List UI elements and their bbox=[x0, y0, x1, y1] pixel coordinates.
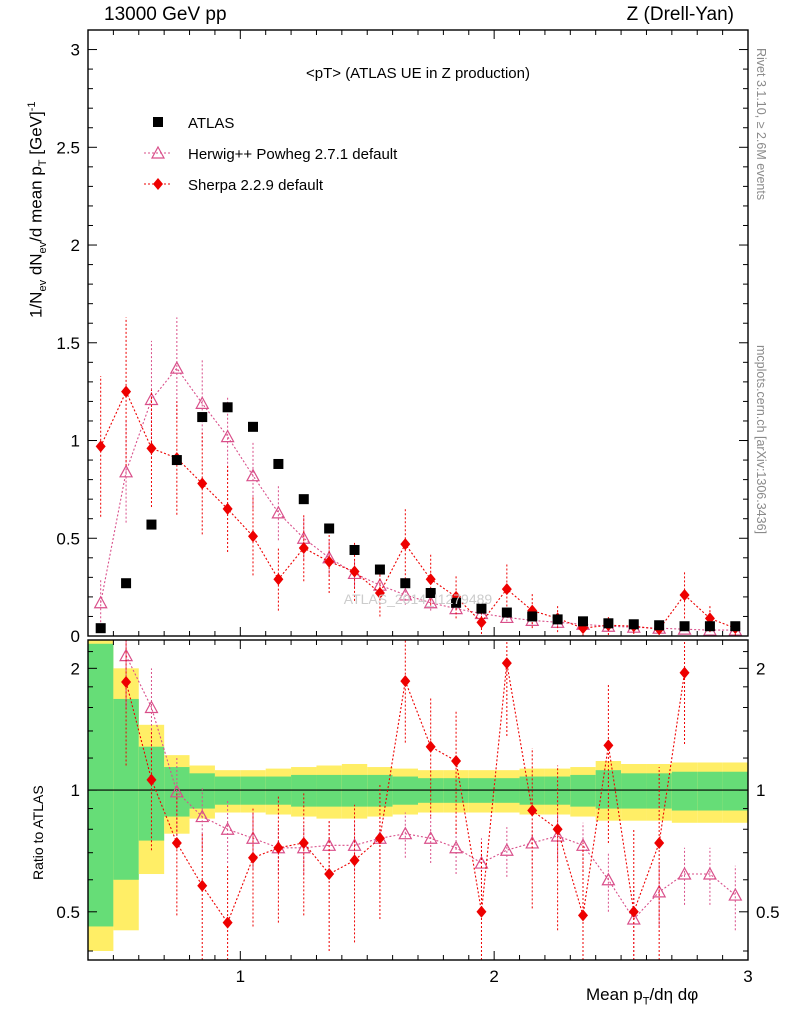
data-marker-diamond bbox=[273, 573, 283, 585]
header-left: 13000 GeV pp bbox=[104, 4, 227, 25]
watermark: ATLAS_2014_I1279489 bbox=[343, 591, 493, 607]
data-marker-diamond bbox=[502, 657, 512, 669]
data-marker-diamond bbox=[400, 675, 410, 687]
data-marker-square bbox=[629, 619, 639, 629]
data-marker-diamond bbox=[680, 667, 690, 679]
data-marker-diamond bbox=[172, 837, 182, 849]
data-marker-triangle bbox=[222, 431, 234, 442]
data-marker-square bbox=[172, 455, 182, 465]
data-marker-triangle bbox=[729, 889, 741, 900]
data-marker-square bbox=[153, 117, 163, 127]
data-marker-diamond bbox=[680, 589, 690, 601]
data-marker-square bbox=[299, 494, 309, 504]
data-marker-diamond bbox=[153, 178, 163, 190]
data-marker-diamond bbox=[426, 741, 436, 753]
data-marker-square bbox=[375, 565, 385, 575]
legend-label-herwig: Herwig++ Powheg 2.7.1 default bbox=[188, 146, 398, 163]
x-tick-label: 1 bbox=[235, 967, 246, 986]
y-tick-label: 0.5 bbox=[56, 529, 80, 549]
ratio-band-inner bbox=[113, 699, 138, 880]
ratio-band-inner bbox=[316, 775, 341, 807]
data-marker-square bbox=[603, 618, 613, 628]
ratio-y-tick-label: 1 bbox=[70, 781, 80, 801]
x-tick-label: 2 bbox=[489, 967, 499, 986]
data-marker-diamond bbox=[603, 739, 613, 751]
ratio-band-inner bbox=[88, 644, 113, 927]
data-marker-square bbox=[502, 608, 512, 618]
data-marker-diamond bbox=[426, 573, 436, 585]
data-marker-square bbox=[223, 402, 233, 412]
data-marker-diamond bbox=[248, 852, 258, 864]
data-marker-diamond bbox=[476, 906, 486, 918]
ratio-band-inner bbox=[570, 775, 595, 807]
data-marker-triangle bbox=[323, 839, 335, 850]
main-panel-frame bbox=[88, 30, 748, 636]
x-axis-label: Mean $p_T/d\eta$ dφ bbox=[586, 985, 699, 1008]
data-marker-diamond bbox=[223, 917, 233, 929]
y-tick-label: 2.5 bbox=[56, 138, 80, 158]
data-marker-diamond bbox=[553, 823, 563, 835]
ratio-y-tick-label-right: 0.5 bbox=[756, 902, 780, 922]
data-marker-square bbox=[654, 620, 664, 630]
data-marker-diamond bbox=[96, 440, 106, 452]
legend-label-atlas: ATLAS bbox=[188, 115, 235, 132]
data-marker-square bbox=[121, 578, 131, 588]
data-marker-square bbox=[730, 621, 740, 631]
ratio-band-inner bbox=[697, 772, 722, 811]
data-marker-square bbox=[553, 614, 563, 624]
ratio-y-tick-label-right: 2 bbox=[756, 659, 766, 679]
data-marker-square bbox=[578, 616, 588, 626]
data-marker-triangle bbox=[577, 839, 589, 850]
ratio-band-inner bbox=[621, 773, 646, 808]
data-marker-square bbox=[527, 611, 537, 621]
data-marker-square bbox=[273, 459, 283, 469]
x-tick-label: 3 bbox=[743, 967, 753, 986]
data-marker-diamond bbox=[273, 842, 283, 854]
data-marker-square bbox=[248, 422, 258, 432]
legend-label-sherpa: Sherpa 2.2.9 default bbox=[188, 177, 324, 194]
data-marker-square bbox=[324, 523, 334, 533]
data-marker-diamond bbox=[400, 538, 410, 550]
mcplots-label: mcplots.cern.ch [arXiv:1306.3436] bbox=[754, 345, 768, 534]
ratio-band-inner bbox=[190, 773, 215, 808]
data-marker-diamond bbox=[375, 832, 385, 844]
data-marker-diamond bbox=[578, 909, 588, 921]
data-marker-square bbox=[197, 412, 207, 422]
data-marker-square bbox=[400, 578, 410, 588]
data-marker-square bbox=[705, 621, 715, 631]
data-marker-diamond bbox=[451, 755, 461, 767]
data-marker-square bbox=[146, 520, 156, 530]
ratio-y-axis-label: Ratio to ATLAS bbox=[30, 785, 46, 880]
header-right: Z (Drell-Yan) bbox=[626, 4, 734, 25]
ratio-y-tick-label: 0.5 bbox=[56, 902, 80, 922]
data-marker-diamond bbox=[350, 854, 360, 866]
data-marker-square bbox=[96, 623, 106, 633]
y-axis-label: $1/N_{ev}$ $dN_{ev}/d$ mean $p_T$ [GeV]$^{-1}$ bbox=[26, 101, 50, 318]
data-marker-triangle bbox=[171, 362, 183, 373]
y-tick-label: 3 bbox=[70, 40, 80, 60]
data-marker-diamond bbox=[654, 837, 664, 849]
ratio-band-inner bbox=[342, 775, 367, 807]
data-marker-square bbox=[680, 621, 690, 631]
ratio-y-tick-label-right: 1 bbox=[756, 781, 766, 801]
y-tick-label: 0 bbox=[70, 627, 80, 646]
ratio-y-tick-label: 2 bbox=[70, 659, 80, 679]
data-marker-diamond bbox=[146, 442, 156, 454]
data-marker-triangle bbox=[501, 844, 513, 855]
data-marker-diamond bbox=[121, 386, 131, 398]
rivet-version-label: Rivet 3.1.10, ≥ 2.6M events bbox=[754, 48, 768, 201]
y-tick-label: 1.5 bbox=[56, 333, 80, 353]
ratio-band-inner bbox=[672, 772, 697, 811]
ratio-band-inner bbox=[723, 772, 748, 811]
y-tick-label: 2 bbox=[70, 236, 80, 256]
y-tick-label: 1 bbox=[70, 431, 80, 451]
data-marker-square bbox=[350, 545, 360, 555]
data-marker-diamond bbox=[350, 565, 360, 577]
plot-title: <pT> (ATLAS UE in Z production) bbox=[306, 65, 530, 82]
